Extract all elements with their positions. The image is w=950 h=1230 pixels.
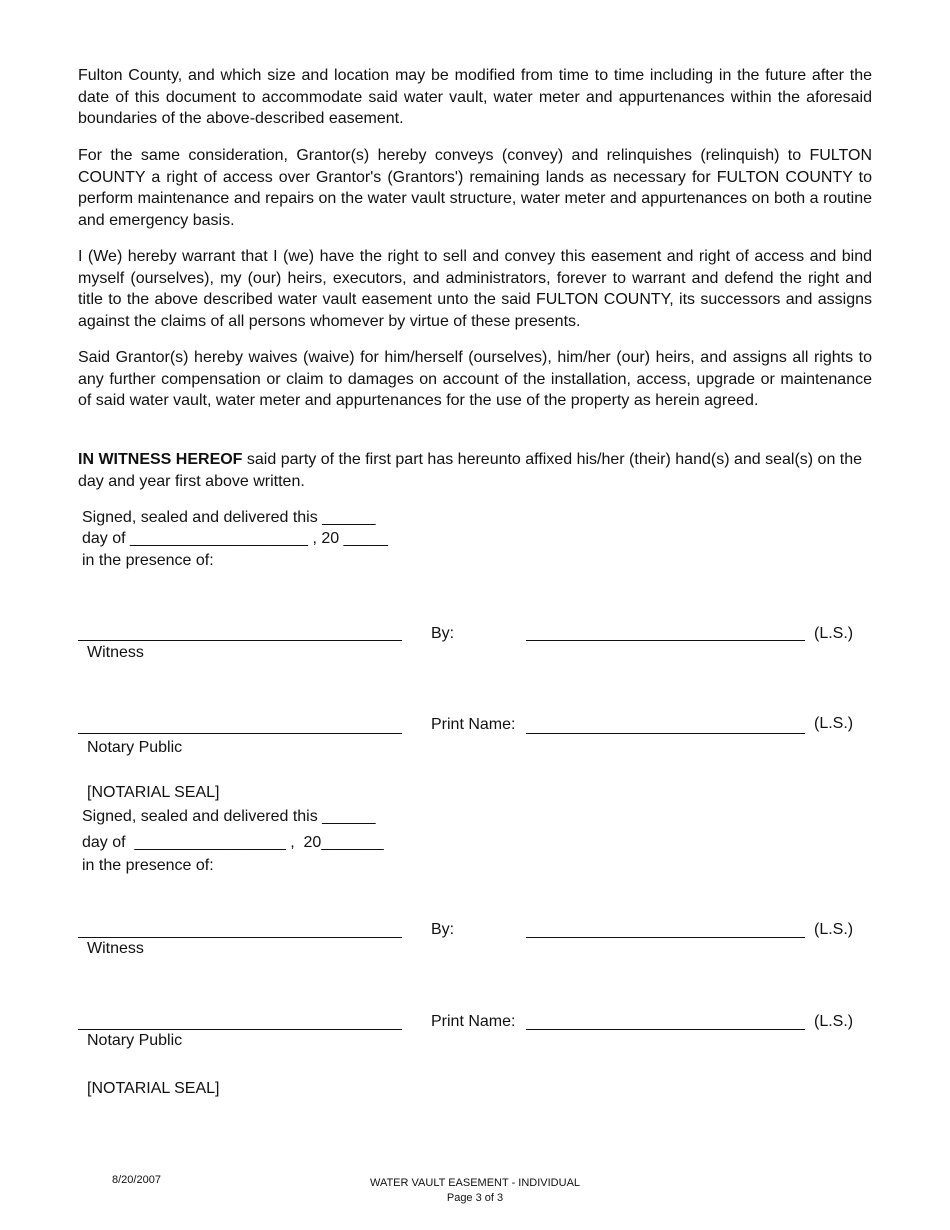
notary-public-label: Notary Public [87, 739, 183, 756]
witness-label: Witness [87, 940, 144, 957]
notarial-seal-label: [NOTARIAL SEAL] [87, 784, 220, 801]
presence-line: in the presence of: [82, 857, 214, 874]
presence-line: in the presence of: [82, 552, 214, 569]
footer-page-number: Page 3 of 3 [446, 1192, 504, 1204]
paragraph-waiver: Said Grantor(s) hereby waives (waive) for him/herself (ourselves), him/her (our) heirs, and assigns all rights to any further compensation or claim to damages on account of the installation, access, upgrade or maintenance of said water vault, water meter and appurtenances for the use of the property as herein agreed. [78, 349, 872, 410]
signed-sealed-line: Signed, sealed and delivered this ______ [82, 509, 376, 526]
paragraph-access: For the same consideration, Grantor(s) hereby conveys (convey) and relinquishes (relinquish) to FULTON COUNTY a right of access over Grantor's (Grantors') remaining lands as necessary for FULTON COUNTY to perform maintenance and repairs on the water vault structure, water meter and appurtenances on both a routine and emergency basis. [78, 147, 872, 229]
ls-label: (L.S.) [814, 715, 854, 732]
witness-label: Witness [87, 644, 144, 661]
paragraph-witness-hereof [78, 449, 872, 492]
print-name-label: Print Name: [431, 716, 516, 733]
print-name-line[interactable] [526, 1029, 805, 1030]
signed-sealed-line: Signed, sealed and delivered this ______ [82, 808, 376, 825]
ls-label: (L.S.) [814, 1013, 854, 1030]
footer-date: 8/20/2007 [112, 1174, 161, 1186]
paragraph-location: Fulton County, and which size and location may be modified from time to time including in the future after the date of this document to accommodate said water vault, water meter and appurtenances within the aforesaid boundaries of the above-described easement. [78, 67, 872, 128]
notary-signature-line[interactable] [78, 733, 402, 734]
witness-hereof-heading: IN WITNESS HEREOF [78, 451, 243, 468]
grantor-signature-line[interactable] [526, 937, 805, 938]
ls-label: (L.S.) [814, 625, 854, 642]
witness-hereof-text: said party of the first part has hereunto affixed his/her (their) hand(s) and seal(s) on the day and year first above written. [78, 451, 863, 490]
day-of-line: day of ____________________ , 20 _____ [82, 530, 389, 547]
notarial-seal-label: [NOTARIAL SEAL] [87, 1080, 220, 1097]
witness-signature-line[interactable] [78, 640, 402, 641]
by-label: By: [431, 921, 455, 938]
day-of-line: day of _________________ , 20_______ [82, 834, 384, 851]
footer-document-title: WATER VAULT EASEMENT - INDIVIDUAL [369, 1177, 581, 1189]
paragraph-warranty: I (We) hereby warrant that I (we) have the right to sell and convey this easement and right of access and bind myself (ourselves), my (our) heirs, executors, and administrators, forever to warrant and defend the right and title to the above described water vault easement unto the said FULTON COUNTY, its successors and assigns against the claims of all persons whomever by virtue of these presents. [78, 248, 872, 330]
by-label: By: [431, 625, 455, 642]
grantor-signature-line[interactable] [526, 640, 805, 641]
print-name-label: Print Name: [431, 1013, 516, 1030]
notary-public-label: Notary Public [87, 1032, 183, 1049]
print-name-line[interactable] [526, 733, 805, 734]
ls-label: (L.S.) [814, 921, 854, 938]
